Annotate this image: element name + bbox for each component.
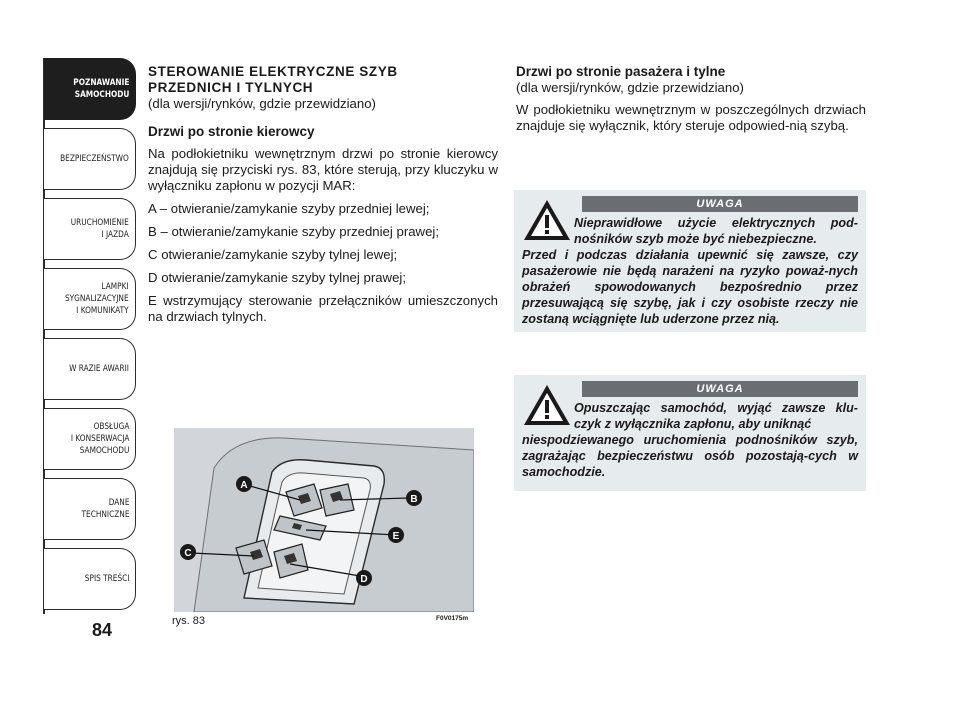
tab-label: POZNAWANIE SAMOCHODU <box>72 78 129 100</box>
callout-b-label: B <box>410 494 418 505</box>
left-column <box>148 64 498 332</box>
figure-code: F0V0175m <box>436 615 469 622</box>
tab-bezpieczenstwo[interactable] <box>44 128 136 190</box>
tab-label: SPIS TREŚCI <box>84 574 129 584</box>
right-column <box>516 64 866 134</box>
section-title-line2: PRZEDNICH I TYLNYCH <box>148 80 314 95</box>
warning-triangle-icon <box>522 198 572 242</box>
paragraph-b: B – otwieranie/zamykanie szyby przedniej prawej; <box>148 224 439 239</box>
window-switch-illustration <box>174 428 474 612</box>
tab-uruchomienie-i-jazda[interactable] <box>44 198 136 260</box>
paragraph-e: E wstrzymujący sterowanie przełączników umieszczonych na drzwiach tylnych. <box>148 293 498 324</box>
warning-text <box>522 215 858 327</box>
warning-text-rest: Przed i podczas działania upewnić się zawsze, czy pasażerowie nie będą narażeni na ryzyko poważ-nych obrażeń spowodowanych bezpośrednio przez przesuwającą się szybę, jak i czy osobiste rzeczy nie zostaną wciągnięte lub uderzone przez nią. <box>522 248 858 326</box>
warning-box-1 <box>514 190 866 332</box>
callout-a <box>236 476 252 492</box>
tab-w-razie-awarii[interactable] <box>44 338 136 400</box>
driver-door-heading: Drzwi po stronie kierowcy <box>148 124 315 139</box>
tab-label: BEZPIECZEŃSTWO <box>60 154 129 164</box>
warning-triangle-icon <box>522 383 572 427</box>
page-number: 84 <box>92 620 113 640</box>
callout-a-label: A <box>240 480 248 491</box>
paragraph-c: C otwieranie/zamykanie szyby tylnej lewej; <box>148 247 398 262</box>
callout-c-label: C <box>184 548 192 559</box>
tab-obsluga-i-konserwacja[interactable] <box>44 408 136 470</box>
section-title-line1: STEROWANIE ELEKTRYCZNE SZYB <box>148 64 398 79</box>
warning-box-2 <box>514 375 866 491</box>
warning-text-rest: niespodziewanego uruchomienia podnośników szyb, zagrażając bezpieczeństwu osób pozostają-cych w samochodzie. <box>522 433 858 479</box>
warning-text-first: Nieprawidłowe użycie elektrycznych pod-nośników szyb może być niebezpieczne. <box>574 216 858 246</box>
callout-c <box>180 544 196 560</box>
paragraph-intro: Na podłokietniku wewnętrznym drzwi po stronie kierowcy znajdują się przyciski rys. 83, które sterują, przy kluczyku w wyłączniku zapłonu w pozycji MAR: <box>148 146 498 193</box>
tab-label: OBSŁUGA I KONSERWACJA SAMOCHODU <box>70 422 129 456</box>
tab-label: W RAZIE AWARII <box>69 364 129 374</box>
tab-poznawanie-samochodu[interactable] <box>44 58 136 120</box>
tab-label: LAMPKI SYGNALIZACYJNE I KOMUNIKATY <box>65 282 129 316</box>
callout-e-label: E <box>392 531 400 542</box>
passenger-paragraph: W podłokietniku wewnętrznym w poszczególnych drzwiach znajduje się wyłącznik, który steruje odpowied-nią szybą. <box>516 102 866 133</box>
passenger-subtitle: (dla wersji/rynków, gdzie przewidziano) <box>516 80 744 95</box>
tab-lampki-sygnalizacyjne[interactable] <box>44 268 136 330</box>
window-switch-figure <box>174 428 474 612</box>
tab-spis-tresci[interactable] <box>44 548 136 610</box>
warning-text <box>522 400 858 480</box>
warning-heading: UWAGA <box>582 381 858 397</box>
section-subtitle: (dla wersji/rynków, gdzie przewidziano) <box>148 96 376 111</box>
warning-text-first: Opuszczając samochód, wyjąć zawsze klu-czyk z wyłącznika zapłonu, aby uniknąć <box>574 401 858 431</box>
tab-dane-techniczne[interactable] <box>44 478 136 540</box>
callout-e <box>388 527 404 543</box>
tab-label: DANE TECHNICZNE <box>81 498 129 520</box>
callout-d <box>356 570 372 586</box>
tab-label: URUCHOMIENIE I JAZDA <box>70 218 129 240</box>
passenger-door-heading: Drzwi po stronie pasażera i tylne <box>516 64 726 79</box>
warning-heading: UWAGA <box>582 196 858 212</box>
figure-caption: rys. 83 <box>172 615 206 627</box>
callout-d-label: D <box>360 574 368 585</box>
paragraph-a: A – otwieranie/zamykanie szyby przedniej lewej; <box>148 201 430 216</box>
paragraph-d: D otwieranie/zamykanie szyby tylnej prawej; <box>148 270 406 285</box>
callout-b <box>406 490 422 506</box>
